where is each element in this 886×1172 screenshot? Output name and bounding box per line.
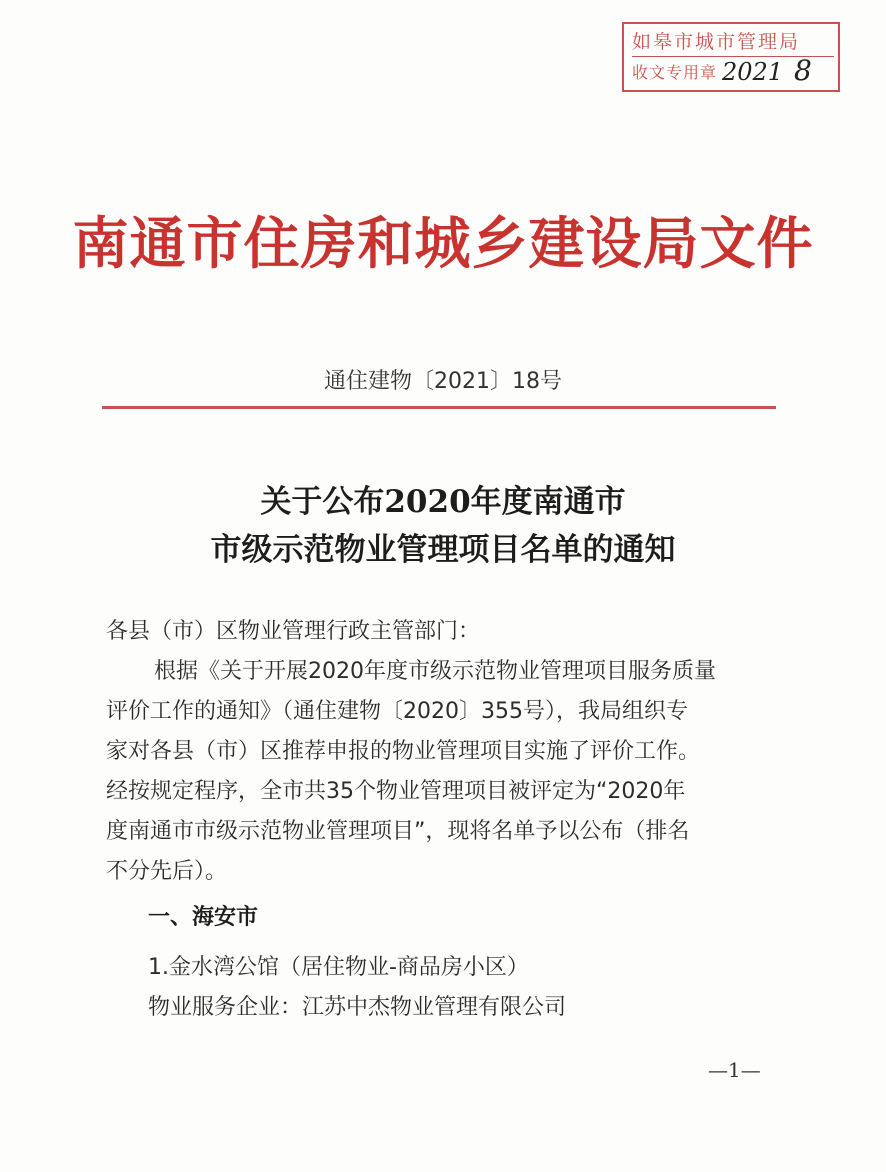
notice-title-line1: 关于公布2020年度南通市: [260, 484, 626, 520]
receipt-stamp: [622, 22, 840, 92]
section-heading: 一、海安市: [148, 905, 259, 930]
paragraph-line: 度南通市市级示范物业管理项目”，现将名单予以公布（排名: [106, 819, 690, 844]
handwritten-date: [714, 54, 834, 90]
paragraph-line: 经按规定程序，全市共35个物业管理项目被评定为“2020年: [106, 779, 686, 804]
body-paragraph: [106, 652, 786, 892]
paragraph-line: 家对各县（市）区推荐申报的物业管理项目实施了评价工作。: [106, 739, 701, 764]
paragraph-line: 不分先后）。: [106, 859, 228, 884]
handwritten-month: 8: [794, 54, 812, 87]
paragraph-line: 评价工作的通知》（通住建物〔2020〕355号），我局组织专: [106, 699, 688, 724]
stamp-label: 收文专用章: [632, 63, 718, 82]
document-number: 通住建物〔2021〕18号: [324, 369, 562, 394]
project-item: 1.金水湾公馆（居住物业-商品房小区）: [148, 955, 529, 980]
page-number: —1—: [708, 1058, 761, 1082]
red-divider: [102, 406, 776, 409]
salutation: 各县（市）区物业管理行政主管部门：: [106, 619, 481, 644]
stamp-issuer: 如皋市城市管理局: [632, 28, 834, 57]
property-company: 物业服务企业：江苏中杰物业管理有限公司: [148, 995, 567, 1020]
issuing-authority-title: 南通市住房和城乡建设局文件: [72, 212, 814, 277]
handwritten-year: 2021: [722, 58, 784, 86]
notice-title-line2: 市级示范物业管理项目名单的通知: [210, 532, 676, 568]
paragraph-line: 根据《关于开展2020年度市级示范物业管理项目服务质量: [154, 659, 716, 684]
